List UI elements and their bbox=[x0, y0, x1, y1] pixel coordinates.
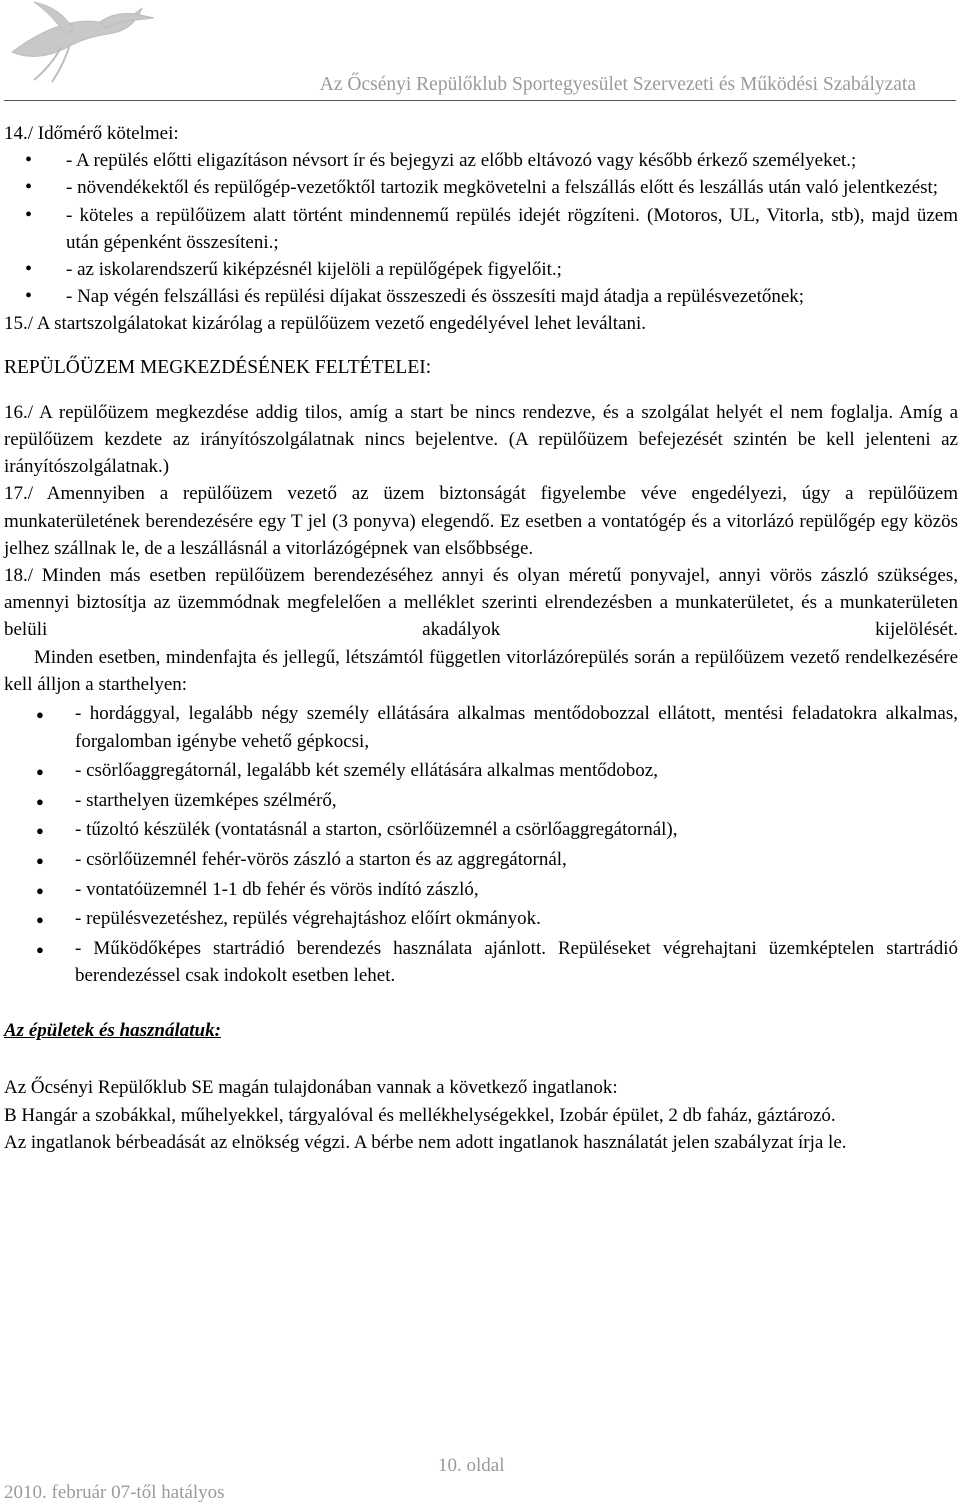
effective-date: 2010. február 07-től hatályos bbox=[4, 1482, 225, 1503]
list-item: • - növendékektől és repülőgép-vezetőktől tartozik megkövetelni a felszállás előtt és leszállás után való jelentkezést; bbox=[4, 174, 958, 201]
buildings-paragraph-3: Az ingatlanok bérbeadását az elnökség végzi. A bérbe nem adott ingatlanok használatát jelen szabályzat írja le. bbox=[4, 1131, 847, 1153]
list-item: • - az iskolarendszerű kiképzésnél kijelöli a repülőgépek figyelőit.; bbox=[4, 256, 958, 283]
timekeeper-duties-list bbox=[4, 147, 958, 310]
section-14-title: 14./ Időmérő kötelmei: bbox=[4, 123, 179, 144]
stork-logo-icon bbox=[4, 0, 164, 86]
list-item: • - A repülés előtti eligazításon névsort ír és bejegyzi az előbb eltávozó vagy később érkező személyeket.; bbox=[4, 147, 958, 174]
paragraph-18-continued: Minden esetben, mindenfajta és jellegű, létszámtól független vitorlázórepülés során a repülőüzem vezető rendelkezésére kell álljon a starthelyen: bbox=[4, 646, 958, 695]
section-heading: REPÜLŐÜZEM MEGKEZDÉSÉNEK FELTÉTELEI: bbox=[4, 356, 432, 378]
paragraph-16: 16./ A repülőüzem megkezdése addig tilos, amíg a start be nincs rendezve, és a szolgálat helyét el nem foglalja. Amíg a repülőüzem kezdete az irányítószolgálatnak nincs bejelentve. (A repülőüzem befejezését szintén be kell jelenteni az irányítószolgálatnak.) bbox=[4, 401, 958, 478]
document-header-title: Az Őcsényi Repülőklub Sportegyesület Szervezeti és Működési Szabályzata bbox=[319, 74, 916, 95]
buildings-section-title: Az épületek és használatuk: bbox=[4, 1020, 221, 1042]
buildings-paragraph-1: Az Őcsényi Repülőklub SE magán tulajdonában vannak a következő ingatlanok: bbox=[4, 1077, 618, 1099]
document-body bbox=[4, 120, 958, 1156]
list-item: • - Nap végén felszállási és repülési díjakat összeszedi és összesíti majd átadja a repülésvezetőnek; bbox=[4, 283, 958, 310]
header-divider bbox=[4, 100, 956, 101]
list-item: ● - repülésvezetéshez, repülés végrehajtáshoz előírt okmányok. bbox=[4, 905, 958, 932]
list-item: ● - vontatóüzemnél 1-1 db fehér és vörös indító zászló, bbox=[4, 876, 958, 903]
page-number: 10. oldal bbox=[438, 1455, 505, 1476]
list-item: ● - Működőképes startrádió berendezés használata ajánlott. Repüléseket végrehajtani üzemképtelen startrádió berendezéssel csak indokolt esetben lehet. bbox=[4, 935, 958, 989]
list-item: • - köteles a repülőüzem alatt történt mindennemű repülés idejét rögzíteni. (Motoros, UL, Vitorla, stb), majd üzem után gépenként összesíteni.; bbox=[4, 202, 958, 256]
list-item: ● - csörlőaggregátornál, legalább két személy ellátására alkalmas mentődoboz, bbox=[4, 757, 958, 784]
list-item: ● - tűzoltó készülék (vontatásnál a starton, csörlőüzemnél a csörlőaggregátornál), bbox=[4, 816, 958, 843]
buildings-paragraph-2: B Hangár a szobákkal, műhelyekkel, tárgyalóval és mellékhelységekkel, Izobár épület, 2 db faház, gáztározó. bbox=[4, 1104, 836, 1126]
list-item: ● - csörlőüzemnél fehér-vörös zászló a starton és az aggregátornál, bbox=[4, 846, 958, 873]
paragraph-18: 18./ Minden más esetben repülőüzem berendezéséhez annyi és olyan méretű ponyvajel, annyi vörös zászló szükséges, amennyi biztosítja az üzemmódnak megfelelően a melléklet szerinti elrendezésben a munkaterületet, és a munkaterületen belüli akadályok kijelölését. bbox=[4, 565, 958, 641]
paragraph-15: 15./ A startszolgálatokat kizárólag a repülőüzem vezető engedélyével lehet leváltani. bbox=[4, 313, 647, 335]
required-equipment-list bbox=[4, 700, 958, 989]
list-item: ● - hordággyal, legalább négy személy ellátására alkalmas mentődobozzal ellátott, mentési feladatokra alkalmas, forgalomban igénybe vehető gépkocsi, bbox=[4, 700, 958, 754]
paragraph-17: 17./ Amennyiben a repülőüzem vezető az üzem biztonságát figyelembe véve engedélyezi, úgy a repülőüzem munkaterületének berendezésére egy T jel (3 ponyva) elegendő. Ez esetben a vontatógép és a vitorlázó repülőgép egy közös jelhez szállnak le, de a leszállásnál a vitorlázógépnek van elsőbbsége. bbox=[4, 483, 958, 559]
list-item: ● - starthelyen üzemképes szélmérő, bbox=[4, 787, 958, 814]
